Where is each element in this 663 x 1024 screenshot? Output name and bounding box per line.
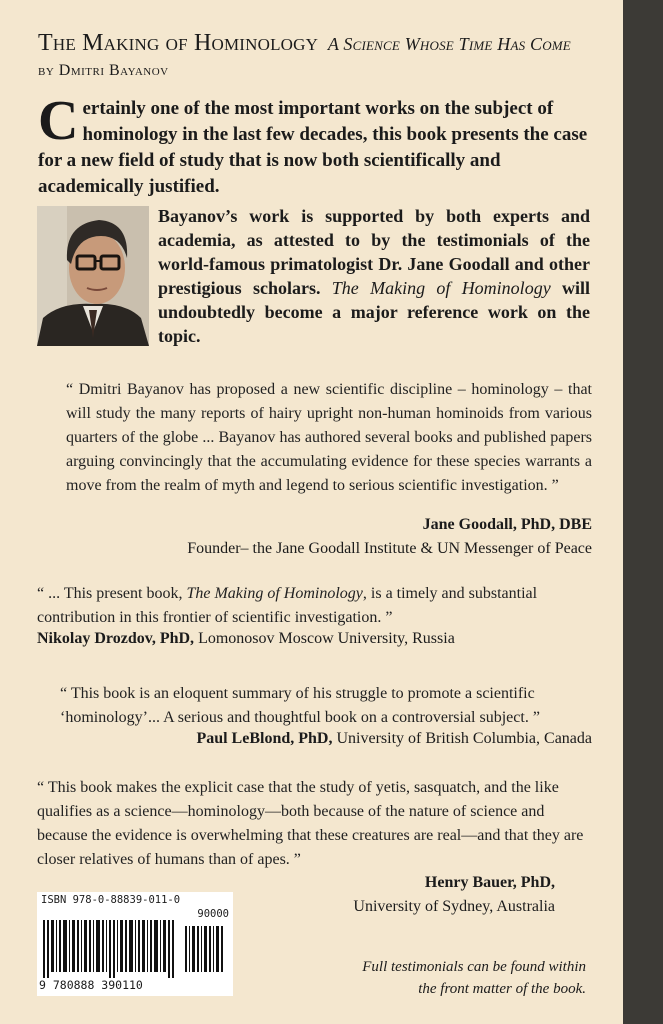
- drozdov-name: Nikolay Drozdov, PhD,: [37, 630, 195, 647]
- spine-edge: [623, 0, 663, 1024]
- closing-note: Full testimonials can be found within the front matter of the book.: [362, 959, 586, 997]
- barcode-digits: 9 780888 390110: [39, 978, 143, 992]
- drop-cap: C: [38, 90, 79, 152]
- title-main: The Making of Hominology: [38, 30, 319, 56]
- bauer-quote: “ This book makes the explicit case that the study of yetis, sasquatch, and the like qualifies as a science—hominology—both because of the nature of science and because the evidence is overwhelming that these creatures are real—and that they are closer relatives of humans than of apes. ”: [37, 779, 584, 868]
- isbn-number: ISBN 978-0-88839-011-0: [41, 894, 181, 906]
- leblond-quote: “ This book is an eloquent summary of his struggle to promote a scientific ‘hominology’... A serious and thoughtful book on a controversial subject. ”: [60, 685, 540, 726]
- title-subtitle: A Science Whose Time Has Come: [327, 34, 571, 54]
- intro-paragraph: [38, 90, 590, 200]
- price-addon: 90000: [197, 908, 229, 920]
- book-title: [38, 30, 618, 57]
- isbn-barcode: [37, 892, 233, 996]
- leblond-affiliation: University of British Columbia, Canada: [332, 730, 592, 747]
- goodall-quote: “ Dmitri Bayanov has proposed a new scientific discipline – hominology – that will study the many reports of hairy upright non-human hominoids from various quarters of the globe ... Bayanov has authored several books and published papers arguing convincingly that the accumulating evidence for these species warrants a move from the realm of myth and legend to serious scientific investigation. ”: [66, 381, 592, 494]
- author-photo: [37, 206, 149, 346]
- goodall-affiliation: Founder– the Jane Goodall Institute & UN Messenger of Peace: [187, 540, 592, 557]
- drozdov-quote-pre: “ ... This present book,: [37, 585, 187, 602]
- drozdov-quote: [37, 582, 557, 630]
- bio-book-title: The Making of Hominology: [331, 278, 551, 298]
- drozdov-attribution: [37, 630, 455, 648]
- leblond-name: Paul LeBlond, PhD,: [196, 730, 333, 747]
- bauer-name: Henry Bauer, PhD,: [424, 874, 555, 891]
- bio-paragraph: [158, 204, 590, 348]
- intro-text: ertainly one of the most important works on the subject of hominology in the last few decades, this book presents the case for a new field of study that is now both scientifically and academically justified.: [38, 98, 588, 197]
- leblond-attribution: [60, 730, 592, 748]
- drozdov-quote-post: , is a timely and substantial contribution in this frontier of scientific investigation. ”: [37, 585, 538, 626]
- drozdov-quote-title: The Making of Hominology: [186, 585, 363, 602]
- bauer-affiliation: University of Sydney, Australia: [353, 898, 555, 915]
- goodall-name: Jane Goodall, PhD, DBE: [422, 516, 592, 533]
- drozdov-affiliation: Lomonosov Moscow University, Russia: [194, 630, 455, 647]
- bio-text-1: Bayanov’s work is supported by both experts and academia, as attested to by the testimonials of the world-famous primatologist Dr. Jane Goodall and other prestigious scholars.: [158, 206, 590, 298]
- barcode-bars: [43, 920, 227, 978]
- bio-text-2: will undoubtedly become a major reference work on the topic.: [158, 278, 590, 346]
- author-byline: by Dmitri Bayanov: [38, 62, 169, 79]
